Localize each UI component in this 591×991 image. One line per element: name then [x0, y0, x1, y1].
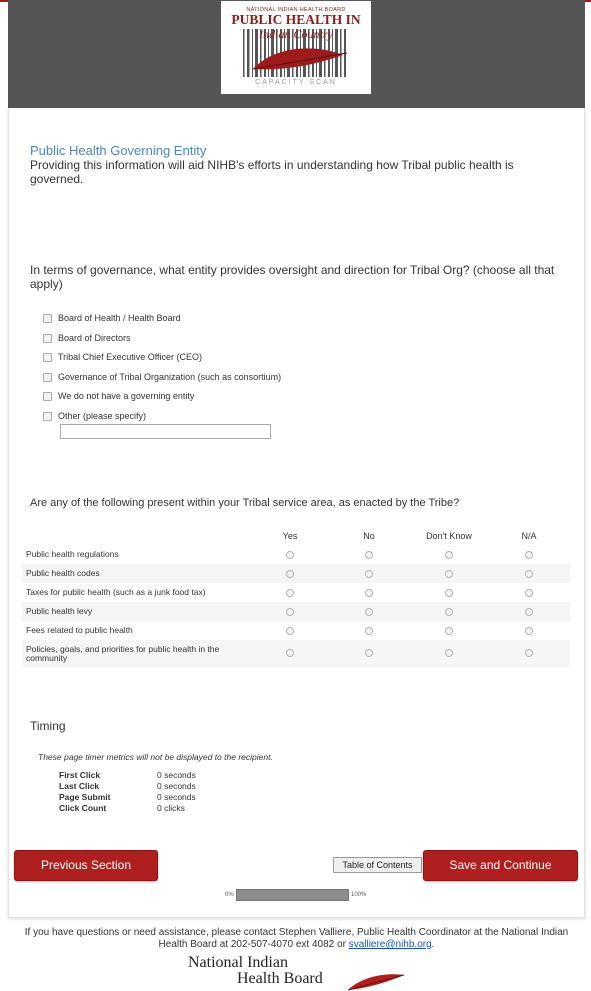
checkbox[interactable]	[43, 392, 52, 401]
radio-no[interactable]	[365, 627, 373, 635]
table-of-contents-button[interactable]: Table of Contents	[333, 857, 422, 873]
radio-na[interactable]	[525, 551, 533, 559]
capacity-scan-logo	[221, 1, 371, 94]
progress-bar	[236, 889, 349, 901]
matrix-header	[22, 528, 570, 545]
logo-tagline: CAPACITY SCAN	[255, 79, 337, 86]
logo-title: PUBLIC HEALTH IN	[231, 12, 361, 27]
row-label: Fees related to public health	[26, 625, 133, 635]
logo-org-name: NATIONAL INDIAN HEALTH BOARD	[246, 7, 346, 13]
progress-fill	[237, 890, 348, 900]
checkbox[interactable]	[43, 412, 52, 421]
option-label: We do not have a governing entity	[58, 391, 195, 401]
radio-dont-know[interactable]	[445, 608, 453, 616]
radio-dont-know[interactable]	[445, 551, 453, 559]
metric-label: First Click	[59, 770, 101, 780]
timing-first-click	[59, 770, 196, 780]
row-label: Policies, goals, and priorities for public health in the community	[26, 644, 220, 663]
radio-na[interactable]	[525, 608, 533, 616]
radio-na[interactable]	[525, 649, 533, 657]
row-label: Public health regulations	[26, 549, 119, 559]
radio-dont-know[interactable]	[445, 589, 453, 597]
matrix-row	[22, 602, 570, 621]
nihb-footer-logo	[188, 954, 418, 991]
metric-label: Page Submit	[59, 792, 111, 802]
footer-logo-line1: National Indian	[188, 954, 288, 971]
progress-end-label: 100%	[351, 892, 367, 898]
metric-label: Last Click	[59, 781, 100, 791]
radio-na[interactable]	[525, 570, 533, 578]
checkbox[interactable]	[43, 353, 52, 362]
radio-yes[interactable]	[286, 627, 294, 635]
previous-section-button[interactable]: Previous Section	[14, 850, 158, 881]
option-label: Governance of Tribal Organization (such as consortium)	[58, 371, 282, 382]
timing-note: These page timer metrics will not be displayed to the recipient.	[38, 752, 273, 762]
radio-yes[interactable]	[286, 649, 294, 657]
metric-label: Click Count	[59, 803, 107, 813]
radio-yes[interactable]	[286, 608, 294, 616]
footer-help-text	[20, 927, 573, 951]
progress-start-label: 0%	[225, 892, 234, 898]
metric-value: 0 seconds	[157, 781, 196, 791]
matrix-row	[22, 583, 570, 602]
radio-yes[interactable]	[286, 551, 294, 559]
timing-click-count	[59, 803, 185, 813]
column-dont-know: Don't Know	[426, 531, 472, 541]
radio-na[interactable]	[525, 589, 533, 597]
section-title: Public Health Governing Entity	[30, 143, 207, 158]
column-no: No	[363, 531, 375, 541]
radio-na[interactable]	[525, 627, 533, 635]
service-area-matrix	[22, 528, 570, 667]
timing-last-click	[59, 781, 196, 791]
radio-no[interactable]	[365, 551, 373, 559]
other-specify-input[interactable]	[60, 424, 271, 439]
radio-no[interactable]	[365, 570, 373, 578]
timing-title: Timing	[30, 719, 66, 733]
radio-dont-know[interactable]	[445, 570, 453, 578]
row-label: Public health codes	[26, 568, 100, 578]
feather-icon	[346, 972, 406, 991]
matrix-row	[22, 621, 570, 640]
save-and-continue-button[interactable]: Save and Continue	[423, 850, 578, 881]
checkbox[interactable]	[43, 334, 52, 343]
column-na: N/A	[521, 531, 537, 541]
footer-suffix: .	[431, 939, 435, 950]
column-yes: Yes	[282, 531, 298, 541]
logo-subtitle: Indian Country	[259, 27, 333, 41]
checkbox[interactable]	[43, 373, 52, 382]
checkbox[interactable]	[43, 314, 52, 323]
service-area-question: Are any of the following present within your Tribal service area, as enacted by the Tribe?	[30, 497, 460, 509]
radio-no[interactable]	[365, 589, 373, 597]
timing-page-submit	[59, 792, 196, 802]
radio-yes[interactable]	[286, 570, 294, 578]
radio-no[interactable]	[365, 608, 373, 616]
metric-value: 0 clicks	[157, 803, 185, 813]
governance-question: In terms of governance, what entity provides oversight and direction for Tribal Org? (choose all that apply)	[30, 263, 555, 291]
matrix-row	[22, 545, 570, 564]
option-label: Board of Directors	[58, 332, 131, 343]
option-label: Tribal Chief Executive Officer (CEO)	[58, 352, 203, 362]
row-label: Taxes for public health (such as a junk food tax)	[26, 587, 206, 597]
metric-value: 0 seconds	[157, 792, 196, 802]
radio-dont-know[interactable]	[445, 649, 453, 657]
row-label: Public health levy	[26, 606, 93, 616]
radio-no[interactable]	[365, 649, 373, 657]
radio-yes[interactable]	[286, 589, 294, 597]
footer-email-link[interactable]: svalliere@nihb.org	[348, 939, 432, 950]
metric-value: 0 seconds	[157, 770, 196, 780]
option-label: Other (please specify)	[58, 410, 147, 421]
option-label: Board of Health / Health Board	[58, 313, 181, 323]
footer-logo-line2: Health Board	[237, 970, 323, 987]
radio-dont-know[interactable]	[445, 627, 453, 635]
section-description: Providing this information will aid NIHB's efforts in understanding how Tribal public health is governed.	[30, 158, 514, 186]
matrix-row	[22, 564, 570, 583]
matrix-row	[22, 640, 570, 667]
footer-text: If you have questions or need assistance, please contact Stephen Valliere, Public Health Coordinator at the National Indian Health Board at 202-507-4070 ext 4082 or	[24, 927, 569, 950]
